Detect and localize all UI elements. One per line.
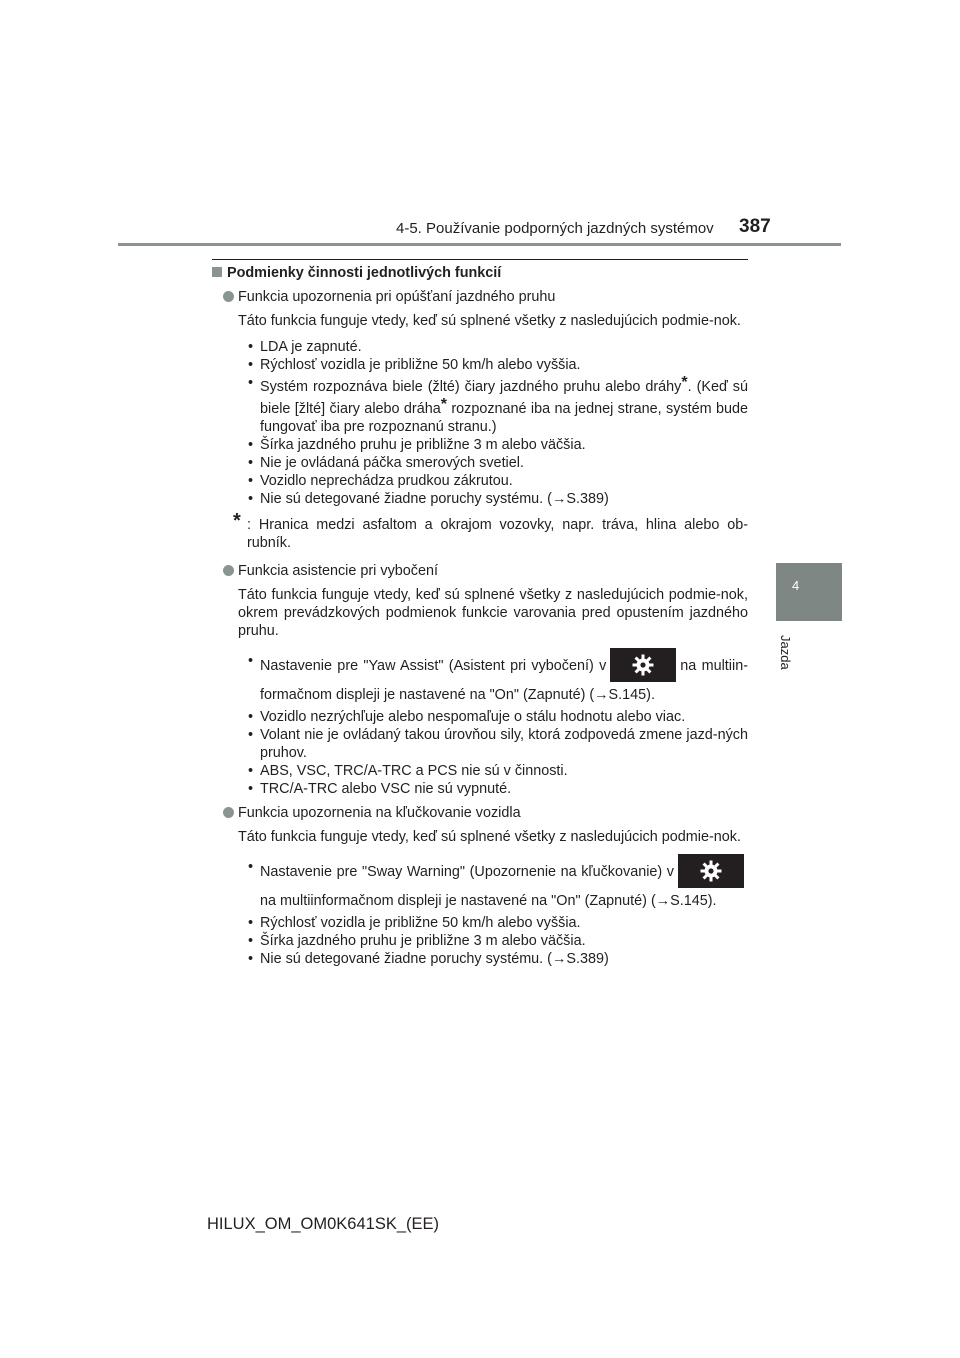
list-item: • Systém rozpoznáva biele (žlté) čiary jazdného pruhu alebo dráhy*. (Keď sú biele [žlté] čiary alebo dráha* rozpoznané iba na jednej strane, systém bude fungovať iba pre rozpoznanú stranu.): [248, 374, 748, 436]
header-rule: [118, 243, 841, 246]
section-heading: [212, 264, 748, 282]
list-item: • Vozidlo nezrýchľuje alebo nespomaľuje o stálu hodnotu alebo viac.: [248, 708, 748, 726]
footnote-text: : Hranica medzi asfaltom a okrajom vozovky, napr. tráva, hlina alebo ob-rubník.: [247, 517, 748, 551]
list-item-text: na multiinformačnom displeji je nastavené na "On" (Zapnuté) (→S.145).: [260, 893, 717, 909]
circle-bullet-icon: [223, 565, 234, 576]
list-item: • Vozidlo neprechádza prudkou zákrutou.: [248, 472, 748, 490]
list-item: • Rýchlosť vozidla je približne 50 km/h alebo vyššia.: [248, 914, 748, 932]
block-heading-text: Funkcia upozornenia pri opúšťaní jazdného pruhu: [238, 289, 556, 305]
gear-icon: [610, 648, 676, 682]
list-item: • Volant nie je ovládaný takou úrovňou sily, ktorá zodpovedá zmene jazd-ných pruhov.: [248, 726, 748, 762]
footnote-mark: *: [681, 374, 688, 391]
footnote-star: *: [233, 510, 241, 532]
list-item: • TRC/A-TRC alebo VSC nie sú vypnuté.: [248, 780, 748, 798]
block-intro: Táto funkcia funguje vtedy, keď sú splnené všetky z nasledujúcich podmie-nok, okrem prevádzkových podmienok funkcie varovania pred opustením jazdného pruhu.: [238, 587, 748, 639]
condition-list: [248, 338, 748, 508]
block-heading: [223, 288, 748, 306]
block-heading-text: Funkcia upozornenia na kľučkovanie vozidla: [238, 805, 521, 821]
list-item: • ABS, VSC, TRC/A-TRC a PCS nie sú v činnosti.: [248, 762, 748, 780]
condition-list: [248, 854, 748, 968]
list-item: • Šírka jazdného pruhu je približne 3 m alebo väčšia.: [248, 436, 748, 454]
list-item-text: (Keď sú biele [žlté] čiary alebo dráha: [260, 379, 749, 417]
list-item: • Nie sú detegované žiadne poruchy systému. (→S.389): [248, 950, 748, 968]
square-bullet-icon: [212, 267, 222, 277]
header-chapter-title: 4-5. Používanie podporných jazdných systémov: [396, 220, 714, 237]
block-heading: [223, 804, 748, 822]
block-intro: Táto funkcia funguje vtedy, keď sú splnené všetky z nasledujúcich podmie-nok.: [238, 829, 741, 845]
section-title: Podmienky činnosti jednotlivých funkcií: [227, 265, 502, 281]
chapter-tab-label: Jazda: [778, 635, 793, 670]
block-heading: [223, 562, 748, 580]
list-item: • Nie sú detegované žiadne poruchy systému. (→S.389): [248, 490, 748, 508]
list-item: • Nie je ovládaná páčka smerových svetiel.: [248, 454, 748, 472]
footnote: [233, 510, 748, 552]
footnote-mark: *: [440, 396, 447, 413]
document-code: HILUX_OM_OM0K641SK_(EE): [207, 1215, 440, 1233]
main-content: [212, 264, 748, 974]
condition-list: [248, 648, 748, 798]
circle-bullet-icon: [223, 807, 234, 818]
chapter-tab: [776, 563, 842, 621]
list-item-text: Nastavenie pre "Sway Warning" (Upozornenie na kľučkovanie) v: [260, 864, 674, 880]
circle-bullet-icon: [223, 291, 234, 302]
gear-icon: [678, 854, 744, 888]
page-number: 387: [739, 216, 771, 237]
list-item: • Šírka jazdného pruhu je približne 3 m alebo väčšia.: [248, 932, 748, 950]
list-item-text: Systém rozpoznáva biele (žlté) čiary jazdného pruhu alebo dráhy: [260, 379, 682, 395]
section-rule: [212, 259, 748, 260]
block-heading-text: Funkcia asistencie pri vybočení: [238, 563, 438, 579]
list-item: [248, 648, 748, 708]
list-item: • LDA je zapnuté.: [248, 338, 748, 356]
list-item-text: Nastavenie pre "Yaw Assist" (Asistent pri vybočení) v: [260, 658, 607, 674]
chapter-tab-number: 4: [792, 578, 800, 593]
block-intro: Táto funkcia funguje vtedy, keď sú splnené všetky z nasledujúcich podmie-nok.: [238, 313, 741, 329]
list-item: • Rýchlosť vozidla je približne 50 km/h alebo vyššia.: [248, 356, 748, 374]
list-item-text: na multiin-formačnom displeji je nastavené na "On" (Zapnuté) (→S.145).: [260, 658, 748, 703]
list-item-text: rozpoznané iba na jednej strane, systém bude fungovať iba pre rozpoznanú stranu.): [260, 401, 749, 435]
list-item: [248, 854, 748, 914]
